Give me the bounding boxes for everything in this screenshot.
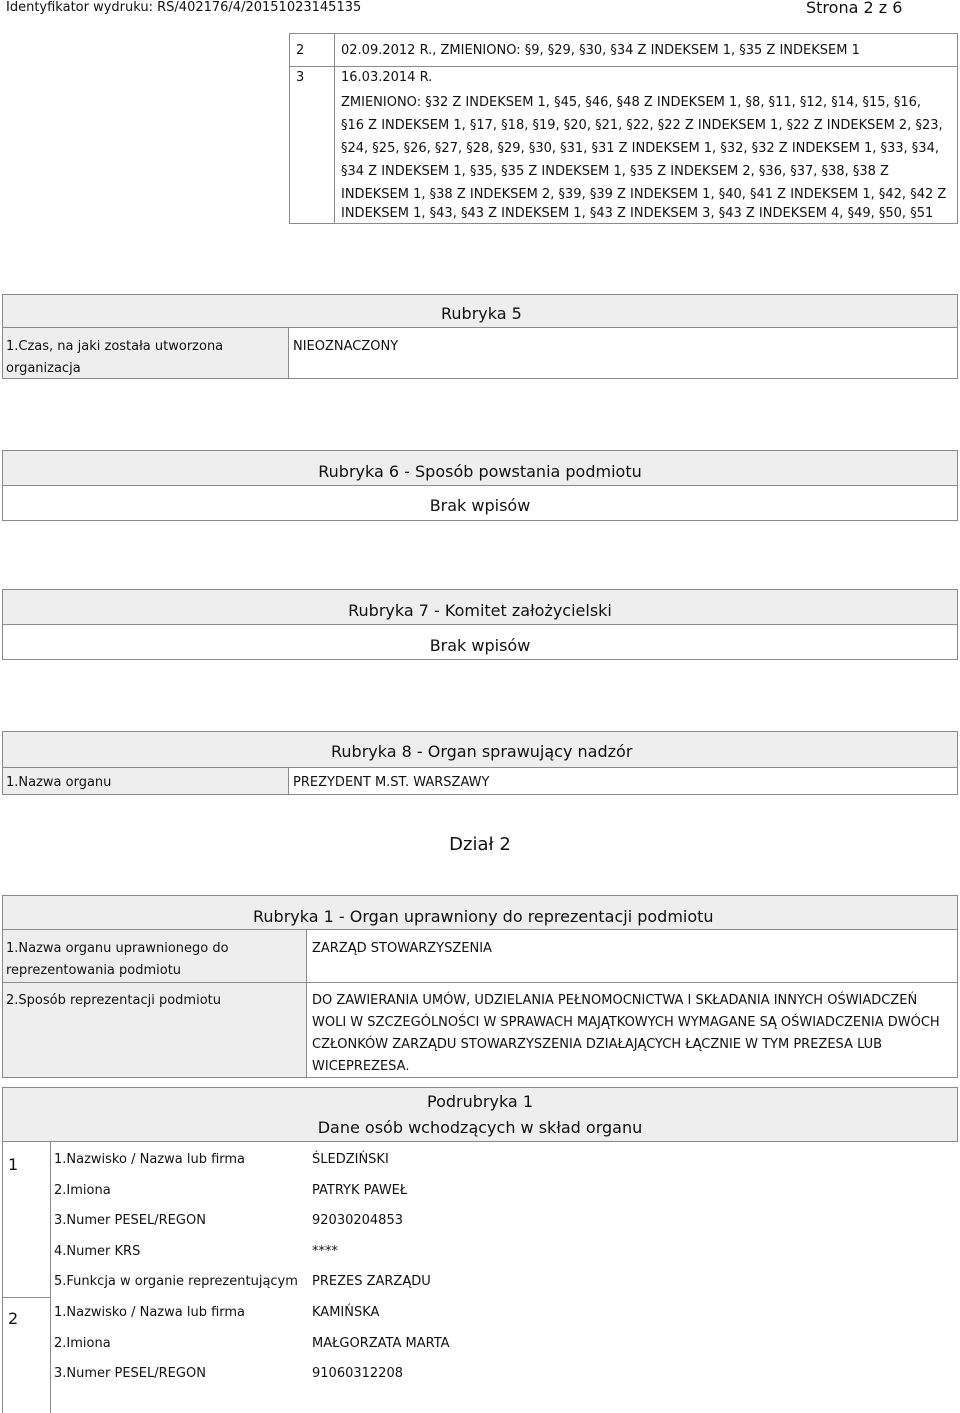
change-text-line: INDEKSEM 1, §43, §43 Z INDEKSEM 1, §43 Z INDEKSEM 3, §43 Z INDEKSEM 4, §49, §50, §51	[341, 206, 934, 221]
duration-value: NIEOZNACZONY	[293, 339, 399, 354]
field-label: 4.Numer KRS	[54, 1244, 141, 1259]
print-identifier: Identyfikator wydruku: RS/402176/4/20151023145135	[6, 0, 362, 15]
representation-label: 2.Sposób reprezentacji podmiotu	[6, 993, 221, 1008]
person-number: 2	[8, 1309, 19, 1328]
representation-text-line: CZŁONKÓW ZARZĄDU STOWARZYSZENIA DZIAŁAJĄCYCH ŁĄCZNIE W TYM PREZESA LUB	[312, 1037, 883, 1052]
podrubryka-header	[2, 1087, 958, 1142]
rubryka-8-title: Rubryka 8 - Organ sprawujący nadzór	[331, 742, 633, 761]
rubryka-7-body	[2, 624, 958, 660]
representation-text-line: DO ZAWIERANIA UMÓW, UDZIELANIA PEŁNOMOCNICTWA I SKŁADANIA INNYCH OŚWIADCZEŃ	[312, 993, 918, 1008]
rubryka-7-empty: Brak wpisów	[429, 636, 531, 655]
organ-name-value: ZARZĄD STOWARZYSZENIA	[312, 941, 492, 956]
supervisor-value: PREZYDENT M.ST. WARSZAWY	[293, 775, 490, 790]
supervisor-label: 1.Nazwa organu	[6, 775, 112, 790]
field-value: 91060312208	[312, 1366, 403, 1381]
rubryka-6-body	[2, 485, 958, 521]
section-title: Dział 2	[449, 834, 511, 855]
rubryka-1-title: Rubryka 1 - Organ uprawniony do reprezentacji podmiotu	[253, 907, 714, 926]
representation-text-line: WICEPREZESA.	[312, 1059, 410, 1074]
rubryka-8-header	[2, 731, 958, 768]
field-label: 1.Nazwisko / Nazwa lub firma	[54, 1152, 246, 1167]
field-value: PREZES ZARZĄDU	[312, 1274, 431, 1289]
field-value: MAŁGORZATA MARTA	[312, 1336, 450, 1351]
rubryka-6-empty: Brak wpisów	[429, 496, 531, 515]
rubryka-6-title: Rubryka 6 - Sposób powstania podmiotu	[318, 462, 642, 481]
change-text-line: §24, §25, §26, §27, §28, §29, §30, §31, §31 Z INDEKSEM 1, §32, §32 Z INDEKSEM 1, §33, §34,	[341, 141, 939, 156]
field-label: 2.Imiona	[54, 1183, 111, 1198]
change-text-line: INDEKSEM 1, §38 Z INDEKSEM 2, §39, §39 Z INDEKSEM 1, §40, §41 Z INDEKSEM 1, §42, §42 Z	[341, 187, 947, 202]
rubryka-5-title: Rubryka 5	[441, 304, 522, 323]
field-label: 5.Funkcja w organie reprezentującym	[54, 1274, 298, 1289]
podrubryka-title: Podrubryka 1	[427, 1092, 533, 1111]
field-label: 2.Imiona	[54, 1336, 111, 1351]
change-date: 16.03.2014 R.	[341, 70, 433, 85]
rubryka-7-title: Rubryka 7 - Komitet założycielski	[348, 601, 612, 620]
field-label: 3.Numer PESEL/REGON	[54, 1213, 206, 1228]
change-text-line: §34 Z INDEKSEM 1, §35, §35 Z INDEKSEM 1, §35 Z INDEKSEM 2, §36, §37, §38, §38 Z	[341, 164, 889, 179]
page-number: Strona 2 z 6	[806, 0, 903, 17]
organ-name-label-cont: reprezentowania podmiotu	[6, 963, 182, 978]
representation-text-line: WOLI W SZCZEGÓLNOŚCI W SPRAWACH MAJĄTKOWYCH WYMAGANE SĄ OŚWIADCZENIA DWÓCH	[312, 1015, 940, 1030]
duration-label: 1.Czas, na jaki została utworzona	[6, 339, 224, 354]
rubryka-1-header	[2, 895, 958, 930]
change-number: 3	[296, 70, 305, 85]
field-value: ŚLEDZIŃSKI	[312, 1152, 389, 1167]
change-text-line: ZMIENIONO: §32 Z INDEKSEM 1, §45, §46, §48 Z INDEKSEM 1, §8, §11, §12, §14, §15, §16,	[341, 95, 921, 110]
field-label: 1.Nazwisko / Nazwa lub firma	[54, 1305, 246, 1320]
duration-label-cont: organizacja	[6, 361, 81, 376]
change-text: 02.09.2012 R., ZMIENIONO: §9, §29, §30, §34 Z INDEKSEM 1, §35 Z INDEKSEM 1	[341, 43, 860, 58]
rubryka-6-header	[2, 450, 958, 486]
podrubryka-subtitle: Dane osób wchodzących w skład organu	[317, 1118, 643, 1137]
field-value: PATRYK PAWEŁ	[312, 1183, 408, 1198]
rubryka-5-header	[2, 294, 958, 328]
field-label: 3.Numer PESEL/REGON	[54, 1366, 206, 1381]
person-number: 1	[8, 1155, 19, 1174]
field-value: KAMIŃSKA	[312, 1305, 380, 1320]
change-text-line: §16 Z INDEKSEM 1, §17, §18, §19, §20, §21, §22, §22 Z INDEKSEM 1, §22 Z INDEKSEM 2, §23,	[341, 118, 943, 133]
rubryka-7-header	[2, 589, 958, 625]
field-value: 92030204853	[312, 1213, 403, 1228]
change-number: 2	[296, 43, 305, 58]
field-value: ****	[312, 1244, 338, 1259]
organ-name-label: 1.Nazwa organu uprawnionego do	[6, 941, 229, 956]
